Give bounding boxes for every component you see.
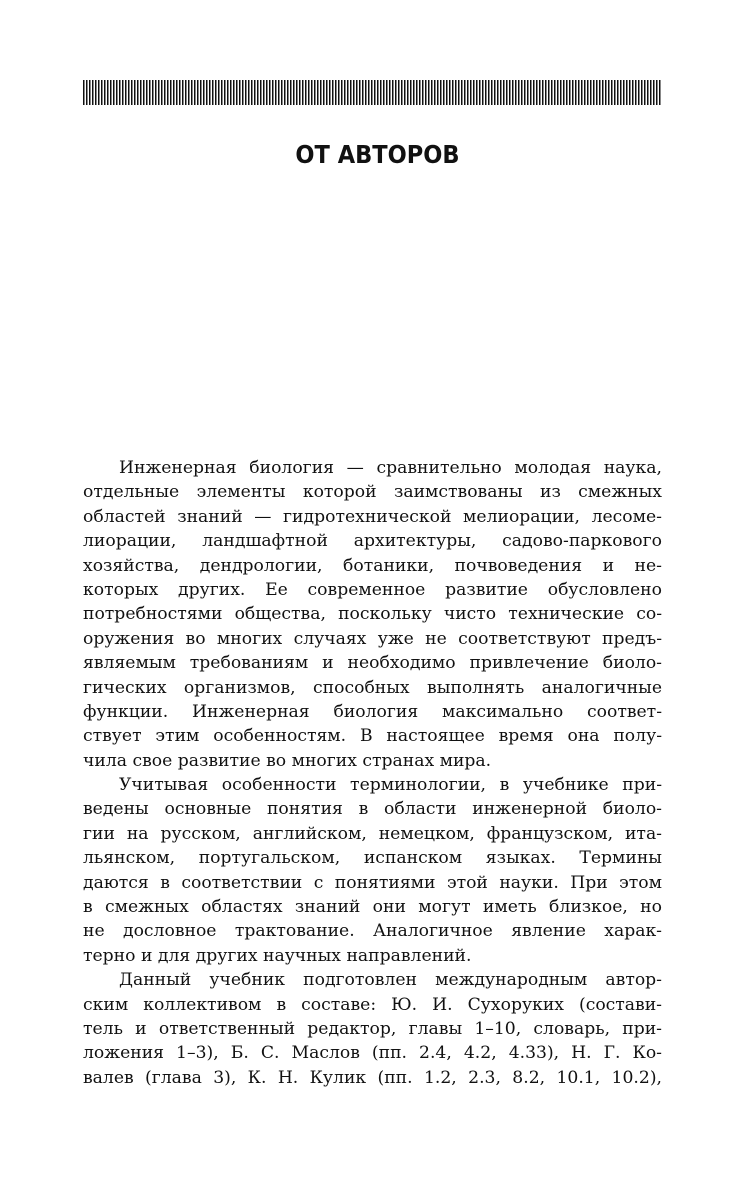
text-line: оружения во многих случаях уже не соответствуют предъ- — [83, 628, 662, 649]
text-line: являемым требованиям и необходимо привлечение биоло- — [83, 653, 662, 674]
text-line: лиорации, ландшафтной архитектуры, садово-паркового — [83, 531, 662, 552]
text-line: ствует этим особенностям. В настоящее время она полу- — [83, 726, 662, 747]
text-line: не дословное трактование. Аналогичное явление харак- — [83, 921, 662, 942]
text-line: которых других. Ее современное развитие обусловлено — [83, 579, 662, 600]
text-line: тель и ответственный редактор, главы 1–10, словарь, при- — [83, 1018, 662, 1039]
decorative-hatched-rule — [83, 80, 662, 105]
text-line: терно и для других научных направлений. — [83, 945, 472, 966]
text-line: Данный учебник подготовлен международным автор- — [119, 970, 662, 991]
text-line: в смежных областях знаний они могут иметь близкое, но — [83, 897, 662, 918]
text-line: Учитывая особенности терминологии, в учебнике при- — [119, 775, 662, 796]
text-line: гии на русском, английском, немецком, французском, ита- — [83, 823, 662, 844]
text-line: хозяйства, дендрологии, ботаники, почвоведения и не- — [83, 555, 662, 576]
text-line: Инженерная биология — сравнительно молодая наука, — [119, 458, 662, 478]
body-text — [83, 456, 662, 1090]
text-line: потребностями общества, поскольку чисто технические со- — [83, 604, 662, 625]
text-line: областей знаний — гидротехнической мелиорации, лесоме- — [83, 506, 662, 527]
text-line: ложения 1–3), Б. С. Маслов (пп. 2.4, 4.2, 4.33), Н. Г. Ко- — [83, 1043, 662, 1064]
text-line: даются в соответствии с понятиями этой науки. При этом — [83, 872, 662, 893]
text-line: льянском, португальском, испанском языках. Термины — [83, 848, 662, 869]
page-title: ОТ АВТОРОВ — [295, 140, 460, 169]
text-line: ведены основные понятия в области инженерной биоло- — [83, 799, 662, 820]
text-line: отдельные элементы которой заимствованы из смежных — [83, 482, 662, 503]
text-line: функции. Инженерная биология максимально соответ- — [83, 701, 662, 722]
text-line: валев (глава 3), К. Н. Кулик (пп. 1.2, 2.3, 8.2, 10.1, 10.2), — [83, 1067, 662, 1088]
text-line: гических организмов, способных выполнять аналогичные — [83, 677, 662, 698]
text-line: ским коллективом в составе: Ю. И. Сухоруких (состави- — [83, 994, 662, 1015]
text-line: чила свое развитие во многих странах мира. — [83, 750, 492, 771]
